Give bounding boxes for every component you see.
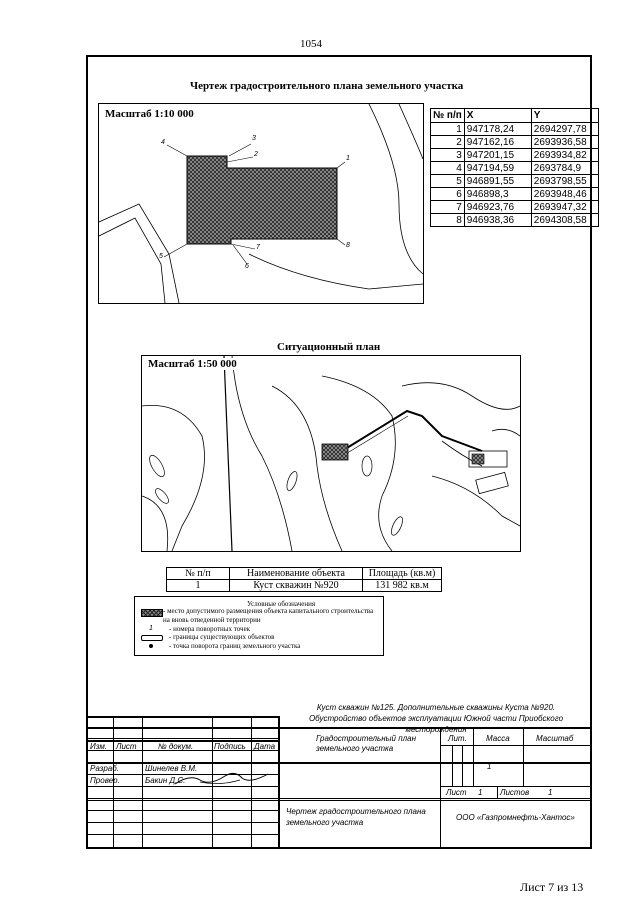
- lit-value: 1: [487, 762, 492, 771]
- cell: 4: [431, 162, 465, 175]
- doc-title: Градостроительный план земельного участка: [316, 734, 416, 753]
- lit-label: Лит.: [448, 734, 467, 743]
- legend-item-turn-points: - точка поворота границ земельного участка: [169, 642, 301, 650]
- col-list: Лист: [116, 742, 137, 751]
- coords-header-y: Y: [531, 109, 598, 123]
- legend-item-area: - место допустимого размещения объекта капитального строительства на вновь отведенной территории: [163, 607, 374, 624]
- sheets-label: Листов: [500, 788, 530, 797]
- cell: 131 982 кв.м: [363, 580, 442, 592]
- table-row: [431, 214, 599, 227]
- project-name: Куст скважин №125. Дополнительные скважины Куста №920. Обустройство объектов эксплуатации Южной части Приобского месторождения: [308, 703, 564, 734]
- legend-item-points: - номера поворотных точек: [169, 625, 251, 633]
- point-number-symbol: 1: [149, 625, 153, 632]
- table-row: [431, 175, 599, 188]
- coords-header-num: № п/п: [431, 109, 465, 123]
- cell: 946938,36: [464, 214, 531, 227]
- table-row: [431, 149, 599, 162]
- cell: 947194,59: [464, 162, 531, 175]
- cell: 947178,24: [464, 123, 531, 136]
- role-checker: Провер.: [90, 776, 120, 785]
- point-label-2: 2: [254, 151, 258, 158]
- cell: 2693934,82: [531, 149, 598, 162]
- drawing-name: Чертеж градостроительного плана земельного участка: [286, 807, 426, 827]
- point-label-6: 6: [245, 263, 249, 270]
- point-label-4: 4: [161, 139, 165, 146]
- cell: 2694308,58: [531, 214, 598, 227]
- objects-table: [166, 567, 442, 592]
- drawing-title: Чертеж градостроительного плана земельного участка: [190, 80, 464, 92]
- legend-item-boundaries: - границы существующих объектов: [169, 633, 275, 641]
- land-plot-drawing: [99, 104, 423, 303]
- role-developer: Разраб.: [90, 764, 119, 773]
- cell: 7: [431, 201, 465, 214]
- cell: 5: [431, 175, 465, 188]
- legend-title: Условные обозначения: [247, 600, 316, 608]
- cell: 1: [167, 580, 230, 592]
- cell: 2693948,46: [531, 188, 598, 201]
- map-scale-label: Масштаб 1:10 000: [105, 108, 194, 120]
- point-label-5: 5: [159, 253, 163, 260]
- table-row: [167, 580, 442, 592]
- cell: 947162,16: [464, 136, 531, 149]
- point-label-7: 7: [256, 244, 260, 251]
- organization: ООО «Газпромнефть-Хантос»: [456, 813, 575, 822]
- coordinates-table: [430, 108, 599, 227]
- cell: 2693784,9: [531, 162, 598, 175]
- cell: 3: [431, 149, 465, 162]
- point-label-8: 8: [346, 242, 350, 249]
- hatched-area-symbol: [141, 609, 163, 617]
- objects-header-name: Наименование объекта: [230, 568, 363, 580]
- col-date: Дата: [254, 742, 276, 751]
- cell: 2693947,32: [531, 201, 598, 214]
- legend: [134, 596, 384, 656]
- land-plot-map: [98, 103, 424, 304]
- situation-map: [141, 355, 521, 552]
- objects-header-area: Площадь (кв.м): [363, 568, 442, 580]
- table-row: [431, 188, 599, 201]
- developer-name: Шинелев В.М.: [145, 764, 198, 773]
- table-row: [431, 201, 599, 214]
- col-izm: Изм.: [90, 742, 108, 751]
- table-row: [431, 162, 599, 175]
- table-row: [431, 123, 599, 136]
- table-row: [431, 136, 599, 149]
- sheets-value: 1: [548, 788, 553, 797]
- cell: 947201,15: [464, 149, 531, 162]
- cell: 2693936,58: [531, 136, 598, 149]
- cell: 2694297,78: [531, 123, 598, 136]
- cell: 946891,55: [464, 175, 531, 188]
- mass-label: Масса: [486, 734, 510, 743]
- turn-point-symbol: [149, 644, 153, 648]
- boundary-symbol: [141, 635, 163, 641]
- sheet-label: Лист: [446, 788, 467, 797]
- cell: 1: [431, 123, 465, 136]
- checker-name: Бакин Д.С.: [145, 776, 186, 785]
- cell: 8: [431, 214, 465, 227]
- situation-drawing: [142, 356, 520, 551]
- cell: Куст скважин №920: [230, 580, 363, 592]
- cell: 946898,3: [464, 188, 531, 201]
- situation-title: Ситуационный план: [277, 341, 381, 353]
- sheet-footer: Лист 7 из 13: [520, 880, 584, 894]
- point-label-1: 1: [346, 155, 350, 162]
- col-sign: Подпись: [214, 742, 246, 751]
- coords-header-x: X: [464, 109, 531, 123]
- page-number: 1054: [300, 38, 322, 50]
- scale-label: Масштаб: [536, 734, 574, 743]
- objects-header-num: № п/п: [167, 568, 230, 580]
- cell: 6: [431, 188, 465, 201]
- cell: 2: [431, 136, 465, 149]
- col-doc: № докум.: [158, 742, 194, 751]
- cell: 2693798,55: [531, 175, 598, 188]
- situation-scale-label: Масштаб 1:50 000: [148, 358, 237, 370]
- signature-image: [170, 766, 270, 790]
- point-label-3: 3: [252, 135, 256, 142]
- cell: 946923,76: [464, 201, 531, 214]
- sheet-value: 1: [478, 788, 483, 797]
